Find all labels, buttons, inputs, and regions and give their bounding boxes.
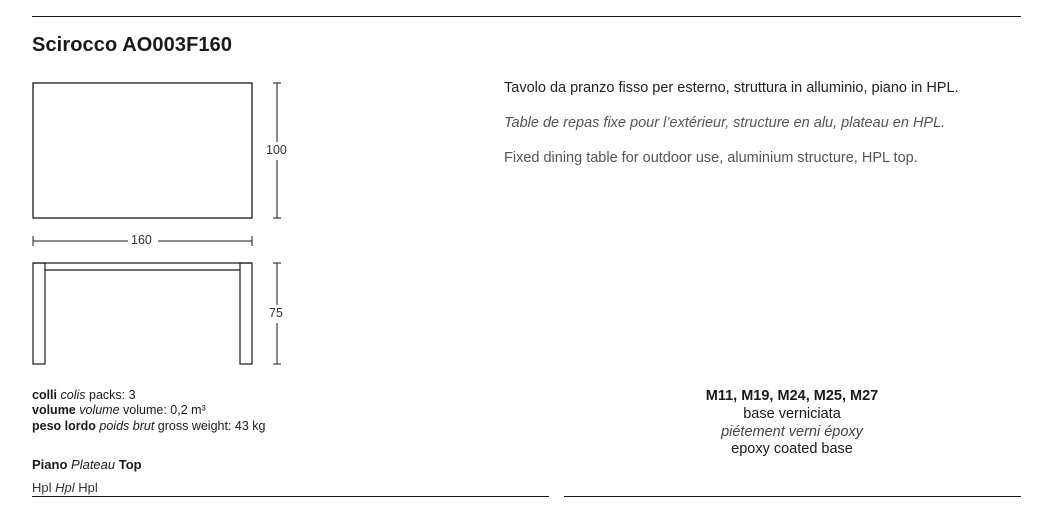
spec-weight-value: 43 kg <box>234 419 266 433</box>
spec-volume-label-it: volume <box>32 403 76 417</box>
spec-volume-value: 0,2 m³ <box>170 403 206 417</box>
top-label-fr: Plateau <box>71 457 116 472</box>
top-value-it: Hpl <box>32 480 52 495</box>
width-dimension-label: 160 <box>131 233 152 247</box>
spec-packs-label-fr: colis <box>60 388 86 402</box>
spec-weight-label-it: peso lordo <box>32 419 96 433</box>
spec-packs <box>32 388 136 402</box>
spec-volume <box>32 403 206 417</box>
finish-codes: M11, M19, M24, M25, M27 <box>705 388 879 404</box>
finish-french: piétement verni époxy <box>721 424 863 440</box>
spec-packs-value: 3 <box>128 388 136 402</box>
finish-italian: base verniciata <box>743 406 841 422</box>
spec-weight-label-en: gross weight: <box>157 419 232 433</box>
top-label-it: Piano <box>32 457 68 472</box>
finish-english: epoxy coated base <box>731 441 853 457</box>
height-dimension-label: 75 <box>269 306 283 320</box>
product-title: Scirocco AO003F160 <box>32 34 233 56</box>
description-italian: Tavolo da pranzo fisso per esterno, struttura in alluminio, piano in HPL. <box>504 80 959 96</box>
plan-view-tabletop <box>33 83 252 218</box>
spec-weight-label-fr: poids brut <box>99 419 155 433</box>
spec-volume-label-en: volume: <box>123 403 167 417</box>
top-material-value <box>32 480 98 495</box>
top-label-en: Top <box>118 457 142 472</box>
spec-volume-label-fr: volume <box>79 403 120 417</box>
top-value-en: Hpl <box>78 480 98 495</box>
spec-packs-label-it: colli <box>32 388 58 402</box>
top-material-heading <box>32 457 142 472</box>
technical-drawing <box>0 0 330 380</box>
top-value-fr: Hpl <box>55 480 75 495</box>
spec-packs-label-en: packs: <box>89 388 126 402</box>
description-english: Fixed dining table for outdoor use, aluminium structure, HPL top. <box>504 150 918 166</box>
depth-dimension-label: 100 <box>266 143 287 157</box>
elevation-view-table <box>33 263 252 364</box>
bottom-rule-left <box>32 496 549 497</box>
spec-weight <box>32 419 266 433</box>
bottom-rule-right <box>564 496 1021 497</box>
description-french: Table de repas fixe pour l’extérieur, structure en alu, plateau en HPL. <box>504 115 946 131</box>
